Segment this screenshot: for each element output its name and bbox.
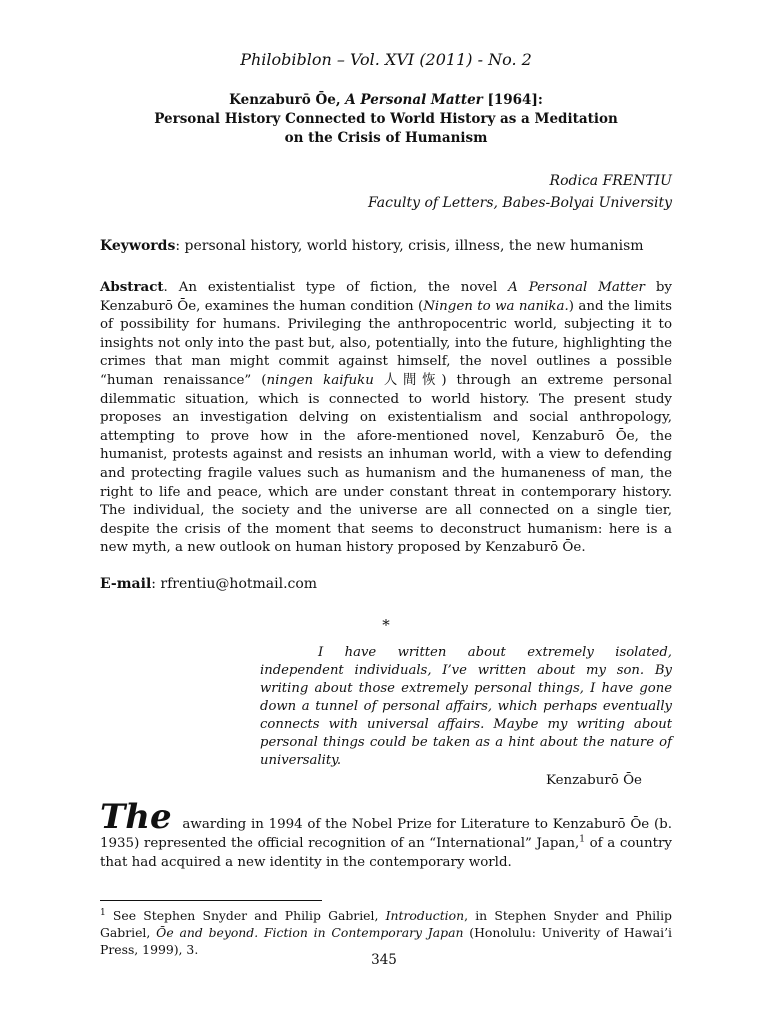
author-block [100, 170, 672, 214]
keywords [100, 236, 672, 256]
footnote-italic-2: Ōe and beyond. Fiction in Contemporary Japan [156, 924, 464, 940]
section-separator: * [382, 615, 390, 634]
abstract-italic-1: A Personal Matter [508, 280, 645, 295]
abstract-italic-3: ningen kaifuku [266, 372, 374, 388]
footnote-text-2: , in Stephen Snyder and Philip Gabriel, [100, 907, 672, 940]
footnote-text-3: (Honolulu: Univerity of Hawai’i Press, 1999), 3. [100, 924, 672, 957]
title-work: A Personal Matter [345, 92, 483, 108]
article-page [100, 50, 672, 958]
title-line-1 [100, 91, 672, 110]
title-author: Kenzaburō Ōe, [229, 92, 346, 108]
body-text-2: of a country that had acquired a new identity in the contemporary world. [100, 835, 672, 870]
footnote [100, 907, 672, 958]
footnote-number: 1 [100, 907, 106, 918]
author-affiliation: Faculty of Letters, Babes-Bolyai University [368, 195, 672, 211]
email [100, 576, 672, 592]
footnote-rule [100, 900, 322, 901]
epigraph-text: I have written about extremely isolated, independent individuals, I’ve written about my son. By writing about those extremely personal things, I have gone down a tunnel of personal affairs, which perhaps eventually connects with universal affairs. Maybe my writing about personal things could be taken as a hint about the nature of universality. [260, 644, 672, 768]
running-head: Philobiblon – Vol. XVI (2011) - No. 2 [240, 50, 532, 69]
abstract-text-1: . An existentialist type of fiction, the novel [163, 280, 509, 295]
abstract-italic-2: Ningen to wa nanika. [423, 298, 569, 314]
email-value: : rfrentiu@hotmail.com [151, 575, 318, 592]
keywords-text: : personal history, world history, crisis, illness, the new humanism [175, 238, 644, 254]
footnote-italic-1: Introduction [385, 907, 465, 923]
title-year: [1964]: [482, 92, 543, 108]
epigraph [260, 644, 672, 790]
article-title [100, 91, 672, 148]
abstract-text-3: ) and the limits of possibility for humans. Privileging the anthropocentric world, subjecting it to insights not only into the past but, also, potentially, into the future, highlighting the crimes that man might commit against himself, the novel outlines a possible “human renaissance” ( [100, 298, 672, 388]
epigraph-attribution: Kenzaburō Ōe [545, 772, 642, 788]
body-text-1: awarding in 1994 of the Nobel Prize for Literature to Kenzaburō Ōe (b. 1935) represented the official recognition of an “International” Japan, [100, 816, 672, 851]
title-line-2: Personal History Connected to World History as a Meditation [154, 111, 618, 127]
title-line-3: on the Crisis of Humanism [284, 130, 488, 146]
footnote-text-1: See Stephen Snyder and Philip Gabriel, [105, 907, 386, 923]
page-number: 345 [371, 952, 397, 968]
author-name: Rodica FRENTIU [549, 173, 672, 189]
abstract [100, 278, 672, 558]
abstract-text-4: ) through an extreme personal dilemmatic situation, which is connected to world history. The present study proposes an investigation delving on existentialism and social anthropology, attempting to prove how in the afore-mentioned novel, Kenzaburō Ōe, the humanist, protests against and resists an inhuman world, with a view to defending and protecting fragile values such as humanism and the humaneness of man, the right to life and peace, which are under constant threat in contemporary history. The individual, the society and the universe are all connected on a single tier, despite the crisis of the moment that seems to deconstruct humanism: here is a new myth, a new outlook on human history proposed by Kenzaburō Ōe. [100, 372, 672, 556]
email-label: E-mail [100, 575, 152, 592]
dropcap: The [100, 796, 172, 837]
keywords-label: Keywords [100, 238, 176, 254]
abstract-kanji: 人間恢 [373, 372, 442, 388]
abstract-label: Abstract [100, 279, 164, 295]
body-paragraph [100, 796, 672, 872]
abstract-text-2: by Kenzaburō Ōe, examines the human condition ( [100, 280, 672, 314]
footnote-reference[interactable]: 1 [579, 834, 585, 845]
